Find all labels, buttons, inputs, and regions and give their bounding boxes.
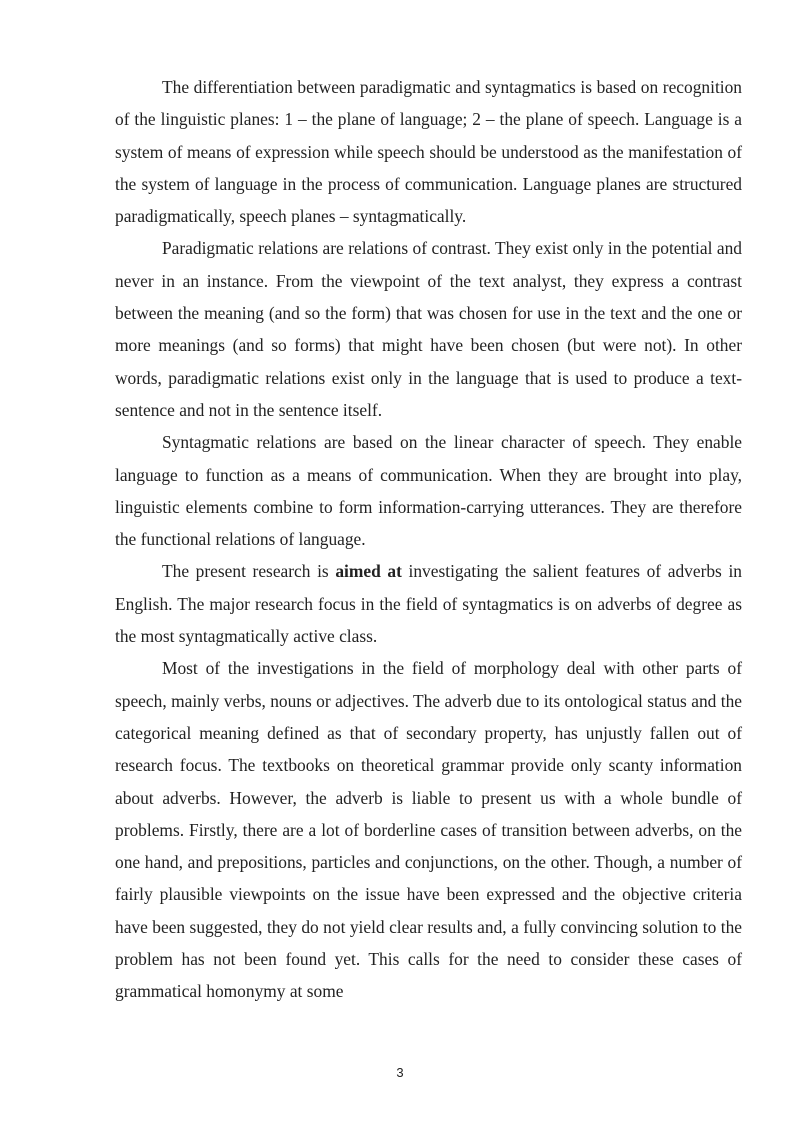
paragraph-4 bbox=[115, 555, 742, 652]
page-number: 3 bbox=[396, 1065, 404, 1080]
paragraph-2: Paradigmatic relations are relations of contrast. They exist only in the potential and never in an instance. From the viewpoint of the text analyst, they express a contrast between the meaning (and so the form) that was chosen for use in the text and the one or more meanings (and so forms) that might have been chosen (but were not). In other words, paradigmatic relations exist only in the language that is used to produce a text-sentence and not in the sentence itself. bbox=[115, 238, 742, 420]
paragraph-4-emphasis: aimed at bbox=[335, 561, 402, 582]
paragraph-3: Syntagmatic relations are based on the linear character of speech. They enable language to function as a means of communication. When they are brought into play, linguistic elements combine to form information-carrying utterances. They are therefore the functional relations of language. bbox=[115, 432, 742, 550]
body-text bbox=[115, 71, 742, 1008]
paragraph-4-rest: investigating the salient features of adverbs in English. The major research focus in the field of syntagmatics is on adverbs of degree as the most syntagmatically active class. bbox=[115, 561, 742, 647]
paragraph-4-lead: The present research is bbox=[162, 561, 336, 582]
paragraph-1: The differentiation between paradigmatic and syntagmatics is based on recognition of the linguistic planes: 1 – the plane of language; 2 – the plane of speech. Language is a system of means of expression while speech should be understood as the manifestation of the system of language in the process of communication. Language planes are structured paradigmatically, speech planes – syntagmatically. bbox=[115, 77, 742, 227]
paragraph-5: Most of the investigations in the field of morphology deal with other parts of speech, mainly verbs, nouns or adjectives. The adverb due to its ontological status and the categorical meaning defined as that of secondary property, has unjustly fallen out of research focus. The textbooks on theoretical grammar provide only scanty information about adverbs. However, the adverb is liable to present us with a whole bundle of problems. Firstly, there are a lot of borderline cases of transition between adverbs, on the one hand, and prepositions, particles and conjunctions, on the other. Though, a number of fairly plausible viewpoints on the issue have been expressed and the objective criteria have been suggested, they do not yield clear results and, a fully convincing solution to the problem has not been found yet. This calls for the need to consider these cases of grammatical homonymy at some bbox=[115, 658, 742, 1002]
